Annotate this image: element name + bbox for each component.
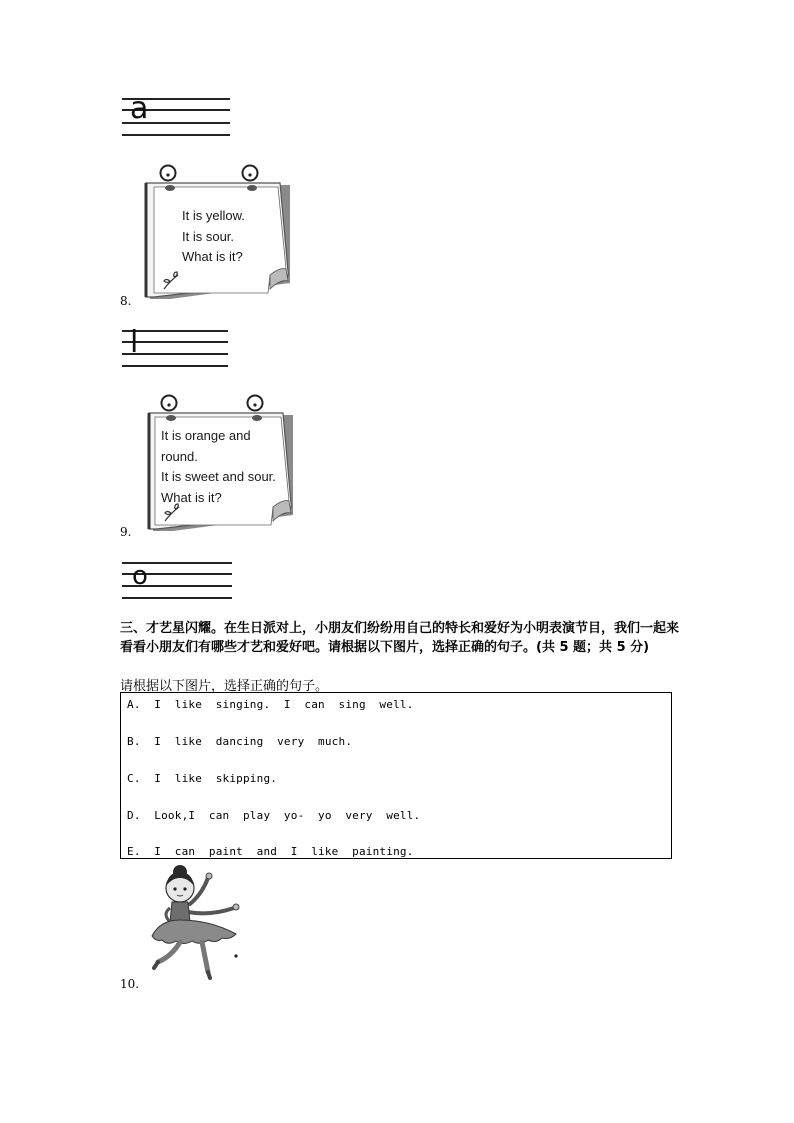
writing-staff-l — [122, 325, 228, 370]
option-e: E. I can paint and I like painting. — [127, 845, 414, 858]
option-b: B. I like dancing very much. — [127, 735, 353, 748]
staff-letter: l — [130, 325, 139, 360]
option-a: A. I like singing. I can sing well. — [127, 698, 414, 711]
staff-letter: o — [132, 561, 148, 591]
section-title: 三、才艺星闪耀。在生日派对上，小朋友们纷纷用自己的特长和爱好为小明表演节目，我们一起来看看小朋友们有哪些才艺和爱好吧。请根据以下图片，选择正确的句子。(共 5 题；共 5 分) — [120, 621, 680, 655]
riddle-text: It is orange and round. It is sweet and sour. What is it? — [161, 428, 276, 505]
staff-letter: a — [130, 91, 149, 126]
riddle-card-9 — [143, 393, 299, 533]
question-number: 10. — [120, 977, 140, 991]
section-instruction: 请根据以下图片，选择正确的句子。 — [120, 679, 329, 694]
writing-staff-a — [122, 91, 230, 138]
options-box — [120, 692, 672, 859]
writing-staff-o — [122, 562, 232, 602]
question-number: 9. — [120, 525, 132, 539]
option-d: D. Look,I can play yo- yo very well. — [127, 809, 421, 822]
option-c: C. I like skipping. — [127, 772, 278, 785]
riddle-text: It is yellow. It is sour. What is it? — [182, 208, 245, 264]
question-number: 8. — [120, 294, 132, 308]
riddle-card-8 — [140, 163, 296, 301]
ballet-dancer-icon — [150, 864, 242, 990]
